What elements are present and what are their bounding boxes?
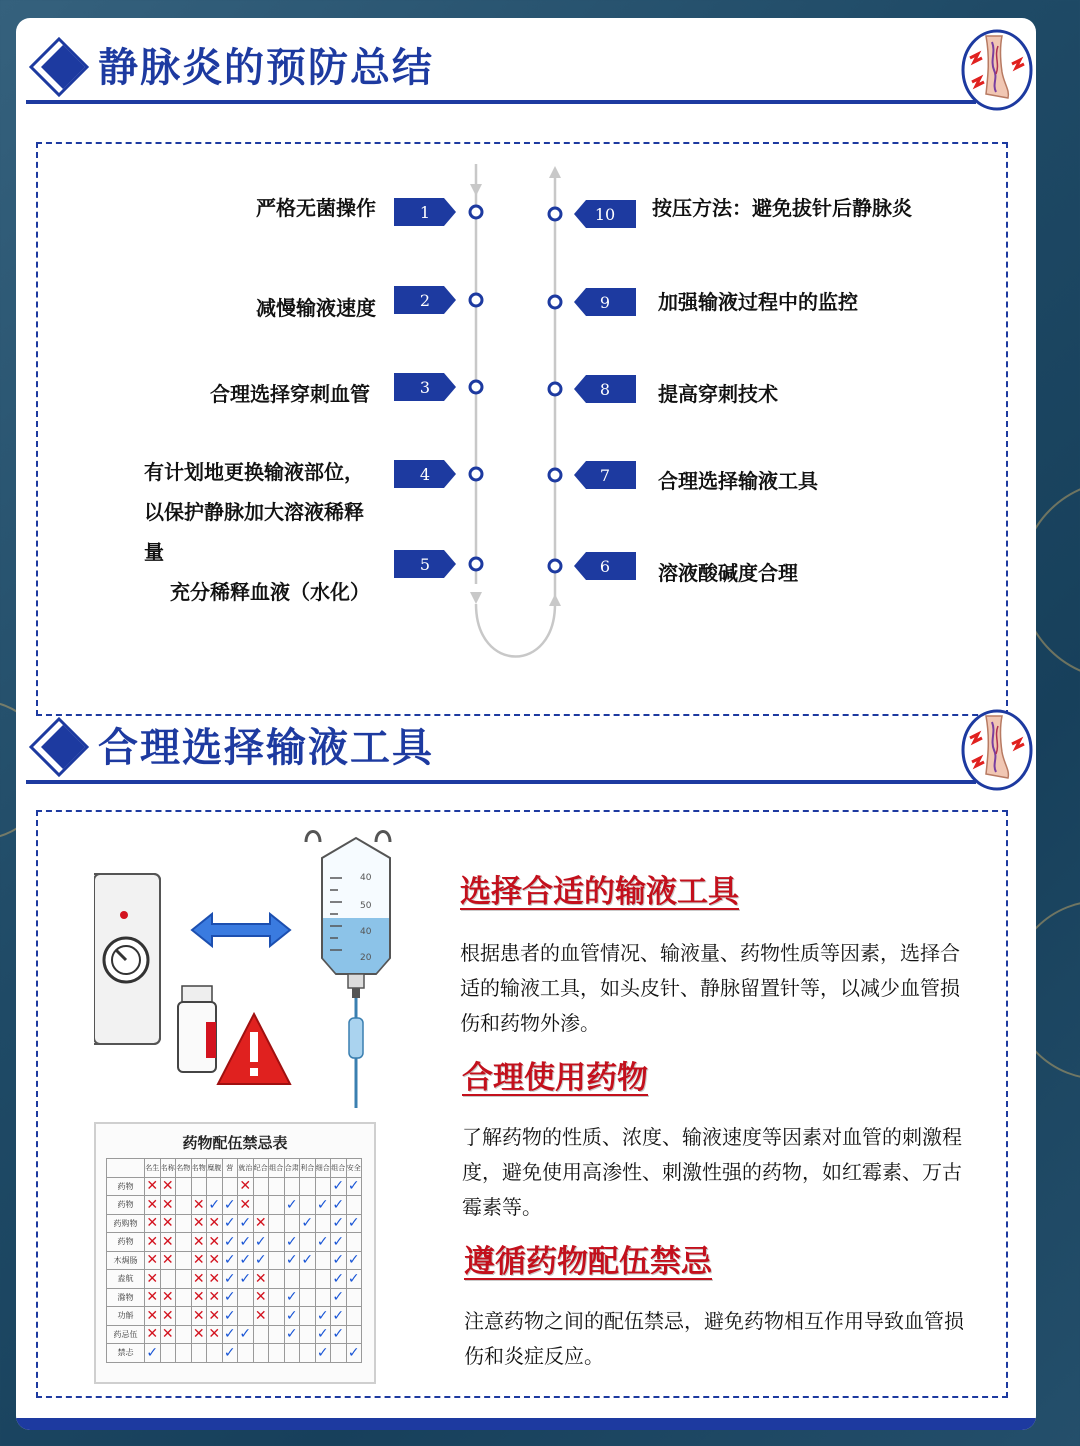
timeline-tag-10: 10 <box>574 200 636 228</box>
timeline-label-6: 溶液酸碱度合理 <box>658 561 798 585</box>
timeline-tag-8: 8 <box>574 375 636 403</box>
empty-cell <box>238 1307 254 1326</box>
incompatible-mark: ✕ <box>239 1178 252 1195</box>
empty-cell <box>207 1177 223 1196</box>
incompatible-mark: ✕ <box>254 1307 267 1324</box>
timeline-tag-2: 2 <box>394 286 456 314</box>
compatible-mark: ✓ <box>239 1252 252 1269</box>
empty-cell <box>238 1288 254 1307</box>
incompatible-mark: ✕ <box>192 1233 205 1250</box>
incompatible-mark: ✕ <box>161 1289 174 1306</box>
table-row-header: 禁忐 <box>107 1344 145 1363</box>
timeline-tag-3: 3 <box>394 373 456 401</box>
empty-cell <box>300 1177 316 1196</box>
table-row-header: 药物 <box>107 1233 145 1252</box>
compatible-mark: ✓ <box>223 1307 236 1324</box>
incompatible-mark: ✕ <box>161 1196 174 1213</box>
empty-cell <box>176 1288 192 1307</box>
empty-cell <box>300 1344 316 1363</box>
timeline-label-7: 合理选择输液工具 <box>658 469 818 493</box>
compatible-mark: ✓ <box>239 1326 252 1343</box>
incompatible-mark: ✕ <box>146 1196 159 1213</box>
empty-cell <box>253 1344 269 1363</box>
timeline-label-4-line2: 以保护静脉加大溶液稀释 <box>144 500 364 524</box>
table-row-header: 功斛 <box>107 1307 145 1326</box>
compatible-mark: ✓ <box>208 1196 221 1213</box>
bag-tick-label: 40 <box>360 873 372 883</box>
header-rule <box>26 100 976 104</box>
table-column-header: 纪合 <box>253 1159 269 1178</box>
compatible-mark: ✓ <box>332 1233 345 1250</box>
table-row-header: 药购物 <box>107 1214 145 1233</box>
table-row <box>107 1196 362 1215</box>
diamond-icon <box>28 716 90 778</box>
timeline-tag-5: 5 <box>394 550 456 578</box>
empty-cell <box>315 1214 331 1233</box>
compatible-mark: ✓ <box>285 1252 298 1269</box>
incompatible-mark: ✕ <box>161 1326 174 1343</box>
compatible-mark: ✓ <box>332 1289 345 1306</box>
compatible-mark: ✓ <box>146 1344 159 1361</box>
incompatible-mark: ✕ <box>146 1215 159 1232</box>
infusion-illustration <box>94 818 394 1108</box>
timeline-label-2: 减慢输液速度 <box>256 296 376 320</box>
incompatible-mark: ✕ <box>146 1233 159 1250</box>
compatible-mark: ✓ <box>347 1215 360 1232</box>
incompatible-mark: ✕ <box>146 1270 159 1287</box>
compatible-mark: ✓ <box>332 1270 345 1287</box>
compatible-mark: ✓ <box>223 1289 236 1306</box>
incompatible-mark: ✕ <box>192 1270 205 1287</box>
empty-cell <box>207 1344 223 1363</box>
empty-cell <box>315 1270 331 1289</box>
empty-cell <box>269 1177 285 1196</box>
incompatible-mark: ✕ <box>208 1326 221 1343</box>
compatible-mark: ✓ <box>285 1233 298 1250</box>
empty-cell <box>160 1270 176 1289</box>
compatible-mark: ✓ <box>223 1196 236 1213</box>
section2-title: 合理选择输液工具 <box>98 725 434 771</box>
paragraph-drug-compat: 注意药物之间的配伍禁忌，避免药物相互作用导致血管损伤和炎症反应。 <box>464 1309 964 1368</box>
empty-cell <box>284 1177 300 1196</box>
empty-cell <box>269 1344 285 1363</box>
empty-cell <box>160 1344 176 1363</box>
table-row <box>107 1325 362 1344</box>
empty-cell <box>253 1196 269 1215</box>
compatible-mark: ✓ <box>285 1326 298 1343</box>
compatible-mark: ✓ <box>254 1252 267 1269</box>
timeline-tag-1: 1 <box>394 198 456 226</box>
content-card <box>16 18 1036 1430</box>
section1-title: 静脉炎的预防总结 <box>98 45 434 91</box>
incompatible-mark: ✕ <box>161 1215 174 1232</box>
empty-cell <box>284 1344 300 1363</box>
empty-cell <box>176 1214 192 1233</box>
incompatible-mark: ✕ <box>208 1289 221 1306</box>
empty-cell <box>176 1196 192 1215</box>
compatible-mark: ✓ <box>301 1252 314 1269</box>
heading-drug-compat: 遵循药物配伍禁忌 <box>464 1244 712 1280</box>
incompatible-mark: ✕ <box>208 1270 221 1287</box>
table-row <box>107 1251 362 1270</box>
empty-cell <box>269 1196 285 1215</box>
timeline-nodes <box>464 198 568 578</box>
empty-cell <box>346 1307 362 1326</box>
table-row <box>107 1344 362 1363</box>
table-column-header: 名称 <box>160 1159 176 1178</box>
empty-cell <box>300 1233 316 1252</box>
table-column-header: 糜腹 <box>207 1159 223 1178</box>
empty-cell <box>269 1307 285 1326</box>
bag-tick-label: 40 <box>360 927 372 937</box>
incompatible-mark: ✕ <box>208 1233 221 1250</box>
empty-cell <box>346 1196 362 1215</box>
varicose-leg-icon <box>960 708 1034 792</box>
empty-cell <box>300 1288 316 1307</box>
empty-cell <box>222 1177 238 1196</box>
timeline-label-4-line1: 有计划地更换输液部位， <box>144 460 364 484</box>
timeline-label-9: 加强输液过程中的监控 <box>658 290 858 314</box>
table-row-header: 盍航 <box>107 1270 145 1289</box>
compatible-mark: ✓ <box>316 1344 329 1361</box>
table-column-header: 就治 <box>238 1159 254 1178</box>
table-corner-cell <box>107 1159 145 1178</box>
empty-cell <box>176 1177 192 1196</box>
compatible-mark: ✓ <box>285 1307 298 1324</box>
timeline-tag-6: 6 <box>574 552 636 580</box>
compatible-mark: ✓ <box>223 1215 236 1232</box>
varicose-leg-icon <box>960 28 1034 112</box>
compatible-mark: ✓ <box>285 1289 298 1306</box>
empty-cell <box>346 1233 362 1252</box>
timeline-label-3: 合理选择穿刺血管 <box>210 382 370 406</box>
compatible-mark: ✓ <box>301 1215 314 1232</box>
incompatible-mark: ✕ <box>192 1196 205 1213</box>
empty-cell <box>315 1251 331 1270</box>
incompatible-mark: ✕ <box>146 1178 159 1195</box>
empty-cell <box>176 1307 192 1326</box>
empty-cell <box>176 1270 192 1289</box>
table-row-header: 木焗肠 <box>107 1251 145 1270</box>
table-row-header: 药忌伍 <box>107 1325 145 1344</box>
incompatible-mark: ✕ <box>161 1178 174 1195</box>
incompatible-mark: ✕ <box>146 1326 159 1343</box>
table-column-header: 细合 <box>315 1159 331 1178</box>
compatible-mark: ✓ <box>316 1326 329 1343</box>
empty-cell <box>284 1214 300 1233</box>
heading-use-drugs: 合理使用药物 <box>462 1060 648 1096</box>
paragraph-select-tools: 根据患者的血管情况、输液量、药物性质等因素，选择合适的输液工具，如头皮针、静脉留置针等，以减少血管损伤和药物外渗。 <box>460 941 960 1035</box>
empty-cell <box>269 1270 285 1289</box>
table-row <box>107 1307 362 1326</box>
table-column-header: 合肃 <box>284 1159 300 1178</box>
empty-cell <box>269 1325 285 1344</box>
compatible-mark: ✓ <box>223 1270 236 1287</box>
table-row <box>107 1288 362 1307</box>
empty-cell <box>191 1177 207 1196</box>
section2-header <box>16 702 1036 788</box>
table-row-header: 药物 <box>107 1177 145 1196</box>
diamond-icon <box>28 36 90 98</box>
incompatible-mark: ✕ <box>254 1289 267 1306</box>
timeline-label-5: 充分稀释血液（水化） <box>170 580 370 604</box>
table-row <box>107 1177 362 1196</box>
empty-cell <box>253 1177 269 1196</box>
empty-cell <box>284 1270 300 1289</box>
compatible-mark: ✓ <box>254 1233 267 1250</box>
compatible-mark: ✓ <box>223 1344 236 1361</box>
compatible-mark: ✓ <box>316 1307 329 1324</box>
timeline-label-4-line3: 量 <box>144 540 164 564</box>
empty-cell <box>346 1325 362 1344</box>
empty-cell <box>253 1325 269 1344</box>
empty-cell <box>269 1251 285 1270</box>
incompatible-mark: ✕ <box>254 1215 267 1232</box>
incompatible-mark: ✕ <box>208 1215 221 1232</box>
heading-select-tools: 选择合适的输液工具 <box>460 874 739 910</box>
timeline-tag-7: 7 <box>574 461 636 489</box>
table-row-header: 药物 <box>107 1196 145 1215</box>
bottom-bar <box>16 1418 1036 1430</box>
compatible-mark: ✓ <box>332 1252 345 1269</box>
empty-cell <box>176 1251 192 1270</box>
table-row-header: 滁物 <box>107 1288 145 1307</box>
empty-cell <box>315 1177 331 1196</box>
table-column-header: 名物 <box>176 1159 192 1178</box>
empty-cell <box>331 1344 347 1363</box>
timeline-tag-4: 4 <box>394 460 456 488</box>
compatible-mark: ✓ <box>347 1252 360 1269</box>
compatible-mark: ✓ <box>347 1344 360 1361</box>
incompatible-mark: ✕ <box>146 1252 159 1269</box>
empty-cell <box>300 1307 316 1326</box>
timeline-tag-9: 9 <box>574 288 636 316</box>
compatible-mark: ✓ <box>239 1215 252 1232</box>
empty-cell <box>269 1214 285 1233</box>
compatible-mark: ✓ <box>347 1270 360 1287</box>
compatible-mark: ✓ <box>239 1270 252 1287</box>
compatible-mark: ✓ <box>316 1233 329 1250</box>
empty-cell <box>176 1344 192 1363</box>
compatible-mark: ✓ <box>332 1196 345 1213</box>
table-column-header: 名生 <box>145 1159 161 1178</box>
compatible-mark: ✓ <box>223 1326 236 1343</box>
empty-cell <box>300 1325 316 1344</box>
empty-cell <box>191 1344 207 1363</box>
incompatible-mark: ✕ <box>146 1307 159 1324</box>
table-row <box>107 1233 362 1252</box>
timeline-label-1: 严格无菌操作 <box>256 196 376 220</box>
compatible-mark: ✓ <box>239 1233 252 1250</box>
incompatible-mark: ✕ <box>208 1307 221 1324</box>
table-column-header: 名物 <box>191 1159 207 1178</box>
empty-cell <box>238 1344 254 1363</box>
table-column-header: 安全 <box>346 1159 362 1178</box>
empty-cell <box>300 1270 316 1289</box>
incompatible-mark: ✕ <box>192 1215 205 1232</box>
incompatible-mark: ✕ <box>192 1326 205 1343</box>
compatible-mark: ✓ <box>332 1215 345 1232</box>
empty-cell <box>315 1288 331 1307</box>
drug-compatibility-table <box>94 1122 376 1384</box>
table-row <box>107 1270 362 1289</box>
incompatible-mark: ✕ <box>192 1307 205 1324</box>
empty-cell <box>346 1288 362 1307</box>
table-column-header: 组合 <box>269 1159 285 1178</box>
compatible-mark: ✓ <box>332 1178 345 1195</box>
compatible-mark: ✓ <box>332 1326 345 1343</box>
incompatible-mark: ✕ <box>192 1252 205 1269</box>
compatible-mark: ✓ <box>223 1233 236 1250</box>
incompatible-mark: ✕ <box>161 1307 174 1324</box>
incompatible-mark: ✕ <box>146 1289 159 1306</box>
incompatible-mark: ✕ <box>254 1270 267 1287</box>
empty-cell <box>269 1233 285 1252</box>
section1-header <box>16 22 1036 108</box>
compatible-mark: ✓ <box>223 1252 236 1269</box>
paragraph-use-drugs: 了解药物的性质、浓度、输液速度等因素对血管的刺激程度，避免使用高渗性、刺激性强的药物，如红霉素、万古霉素等。 <box>462 1125 962 1219</box>
compatibility-grid <box>106 1158 362 1363</box>
empty-cell <box>300 1196 316 1215</box>
empty-cell <box>269 1288 285 1307</box>
incompatible-mark: ✕ <box>239 1196 252 1213</box>
incompatible-mark: ✕ <box>208 1252 221 1269</box>
compatible-mark: ✓ <box>316 1196 329 1213</box>
incompatible-mark: ✕ <box>161 1252 174 1269</box>
bag-tick-label: 20 <box>360 953 372 963</box>
compatible-mark: ✓ <box>332 1307 345 1324</box>
empty-cell <box>176 1325 192 1344</box>
timeline-label-8: 提高穿刺技术 <box>658 382 778 406</box>
header-rule <box>26 780 976 784</box>
table-row <box>107 1214 362 1233</box>
table-column-header: 组合 <box>331 1159 347 1178</box>
compatible-mark: ✓ <box>347 1178 360 1195</box>
table-title: 药物配伍禁忌表 <box>182 1134 288 1152</box>
incompatible-mark: ✕ <box>161 1233 174 1250</box>
bag-tick-label: 50 <box>360 901 372 911</box>
timeline-label-10: 按压方法：避免拔针后静脉炎 <box>652 196 912 220</box>
incompatible-mark: ✕ <box>192 1289 205 1306</box>
table-column-header: 利合 <box>300 1159 316 1178</box>
table-column-header: 营 <box>222 1159 238 1178</box>
empty-cell <box>176 1233 192 1252</box>
compatible-mark: ✓ <box>285 1196 298 1213</box>
